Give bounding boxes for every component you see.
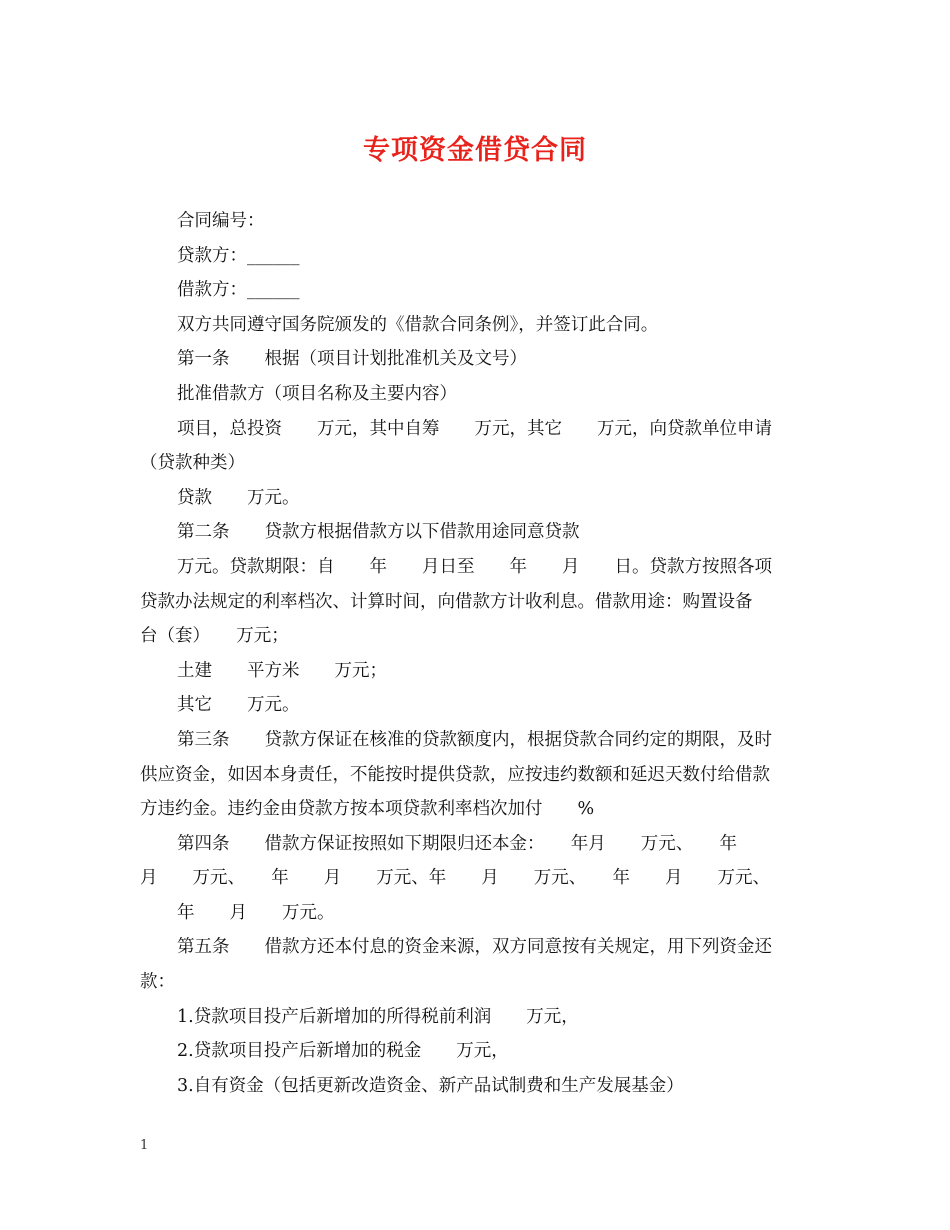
article-1-line: （贷款种类） <box>140 453 245 474</box>
article-2-line: 台（套） 万元； <box>140 626 289 647</box>
document-body <box>140 204 812 1103</box>
article-4-line: 第四条 借款方保证按照如下期限归还本金： 年月 万元、 年 <box>177 833 737 854</box>
article-3-line: 供应资金，如因本身责任，不能按时提供贷款，应按违约数额和延迟天数付给借款 <box>140 764 770 785</box>
article-2-line: 第二条 贷款方根据借款方以下借款用途同意贷款 <box>177 522 580 543</box>
article-4-line: 年 月 万元。 <box>177 902 335 923</box>
page-number: 1 <box>140 1138 149 1153</box>
article-2-line: 贷款办法规定的利率档次、计算时间，向借款方计收利息。借款用途：购置设备 <box>140 591 753 612</box>
preamble-line: 双方共同遵守国务院颁发的《借款合同条例》，并签订此合同。 <box>177 314 659 335</box>
borrower-line: 借款方：______ <box>177 280 300 301</box>
list-item: 2.贷款项目投产后新增加的税金 万元， <box>177 1041 509 1062</box>
article-2-line: 土建 平方米 万元； <box>177 660 387 681</box>
article-4-line: 月 万元、 年 月 万元、年 月 万元、 年 月 万元、 <box>140 868 770 889</box>
article-1-line: 第一条 根据（项目计划批准机关及文号） <box>177 349 527 370</box>
lender-line: 贷款方：______ <box>177 245 300 266</box>
article-5-line: 第五条 借款方还本付息的资金来源，双方同意按有关规定，用下列资金还 <box>177 937 772 958</box>
contract-number-line: 合同编号： <box>177 211 265 231</box>
article-3-line: 方违约金。违约金由贷款方按本项贷款利率档次加付 % <box>140 799 595 820</box>
article-2-line: 万元。贷款期限：自 年 月日至 年 月 日。贷款方按照各项 <box>177 556 772 577</box>
article-1-line: 批准借款方（项目名称及主要内容） <box>177 383 457 404</box>
article-3-line: 第三条 贷款方保证在核准的贷款额度内，根据贷款合同约定的期限，及时 <box>177 729 772 750</box>
article-5-line: 款： <box>140 972 175 993</box>
article-1-line: 贷款 万元。 <box>177 487 300 508</box>
list-item: 3.自有资金（包括更新改造资金、新产品试制费和生产发展基金） <box>177 1075 684 1096</box>
article-2-line: 其它 万元。 <box>177 695 300 716</box>
document-title: 专项资金借贷合同 <box>363 135 587 166</box>
article-1-line: 项目，总投资 万元，其中自筹 万元，其它 万元，向贷款单位申请 <box>177 418 772 439</box>
list-item: 1.贷款项目投产后新增加的所得税前利润 万元， <box>177 1006 579 1027</box>
